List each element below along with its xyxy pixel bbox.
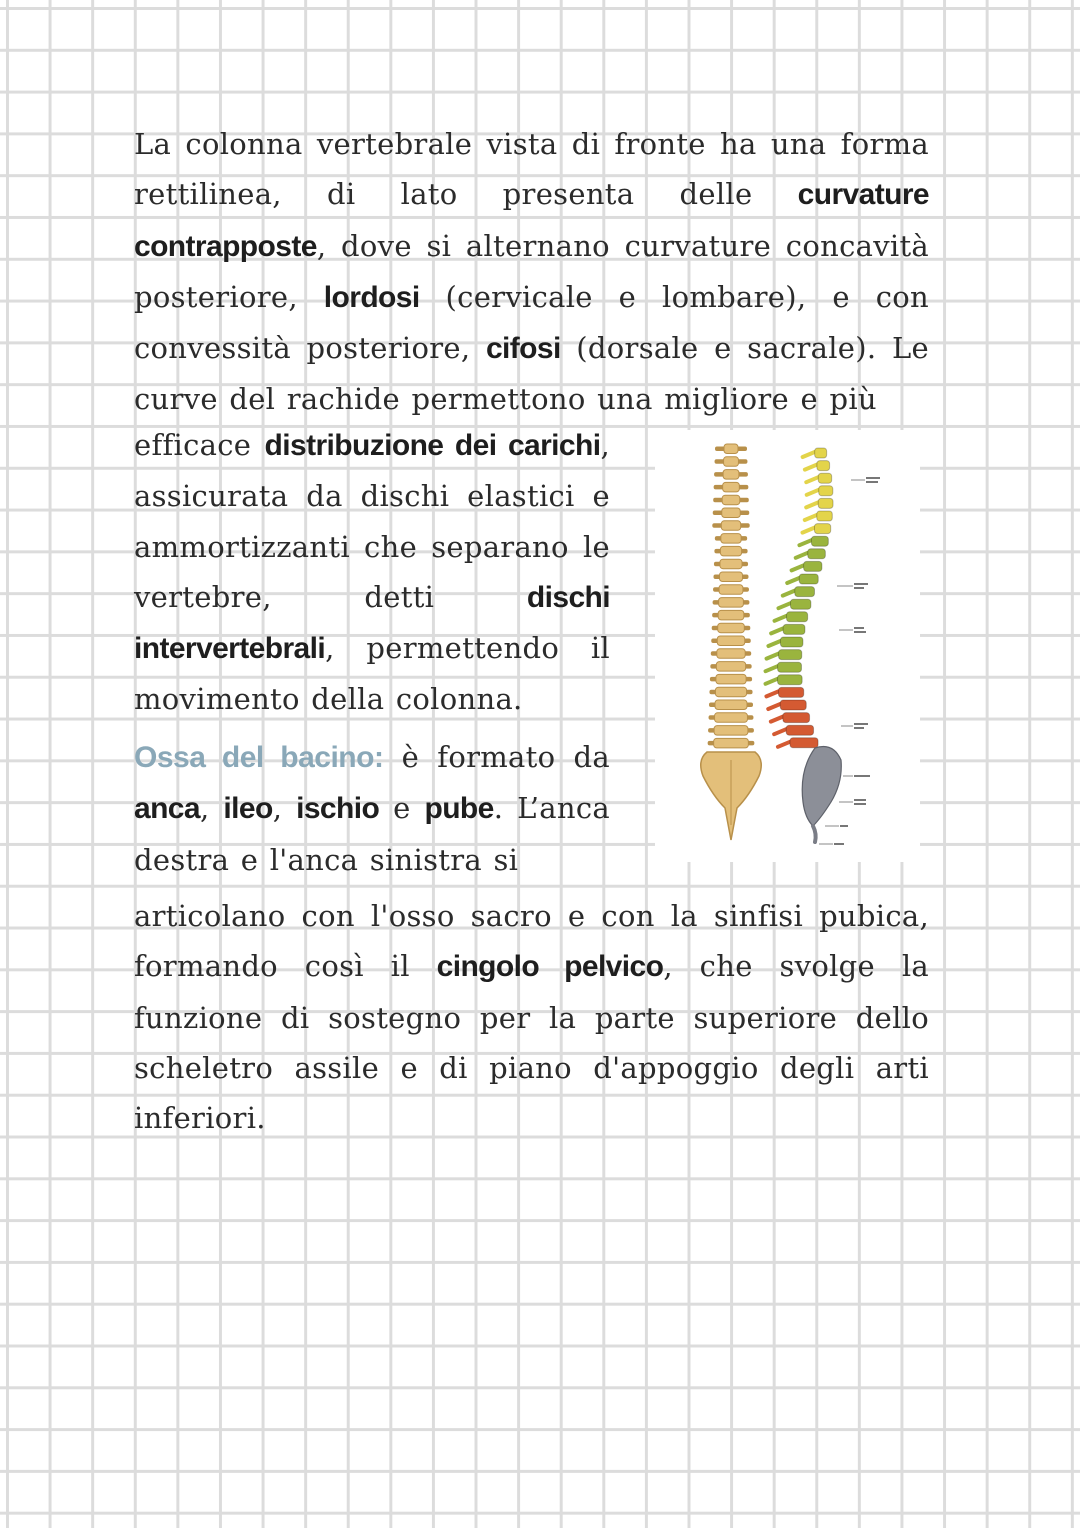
text-run: La colonna vertebrale vista di fronte ha una forma rettilinea, di lato presenta delle [134,127,929,212]
side-vertebra [806,473,831,483]
side-vertebra [766,687,803,697]
bold-term-curvature: curvature contrapposte [134,178,929,263]
sacrum-side [802,747,841,827]
front-vertebra [714,559,748,569]
front-vertebra [713,495,749,505]
text-run: , permettendo il movimento della colonna. [134,631,610,717]
front-vertebra [714,470,748,480]
front-vertebra [714,546,747,556]
front-vertebra [708,738,755,748]
side-vertebra [792,561,822,571]
front-vertebra [715,534,747,544]
text-run: (cervicale e lombare), e con convessità posteriore, [134,279,929,366]
front-vertebra [711,636,751,646]
front-vertebra [715,444,747,454]
front-vertebra [709,700,753,710]
bold-term-ileo: ileo [223,792,273,826]
text-run: , [272,791,297,826]
text-run: , [199,791,224,826]
front-vertebra [709,713,754,723]
side-vertebra [766,675,803,685]
side-vertebra [775,612,808,622]
front-vertebra [708,726,754,736]
text-run: (dorsale e sacrale). Le curve del rachide permettono una migliore e più [134,331,929,417]
side-vertebra [771,713,810,723]
paragraph-spinal-column [134,119,929,425]
side-vertebra [803,524,831,534]
side-vertebra [783,587,815,597]
bold-term-pube: pube [424,792,494,826]
side-vertebra [799,536,828,546]
text-run: , assicurata da dischi elastici e ammortizzanti che separano le vertebre, detti [134,428,610,614]
side-vertebra [806,498,833,508]
front-vertebra [712,610,750,620]
front-vertebra [715,457,748,467]
front-vertebra [713,508,750,518]
bold-term-anca: anca [134,792,200,826]
text-run: articolano con l'osso sacro e con la sinfisi pubica, formando così il [134,899,929,984]
text-run: è formato da [383,740,610,774]
front-vertebra [712,521,749,531]
side-vertebra [766,662,802,672]
text-run: efficace [134,428,265,462]
side-vertebra [807,486,833,496]
text-run: , dove si alternano curvature concavità posteriore, [134,228,929,314]
side-vertebra [796,549,826,559]
front-vertebra [713,585,749,595]
side-vertebra [805,511,833,521]
paragraph-pelvis [134,732,610,885]
front-vertebra [714,482,749,492]
text-run: , che svolge la funzione di sostegno per la parte superiore dello scheletro assile e di piano d'appoggio degli arti inferiori. [134,949,929,1136]
front-vertebra [709,687,752,697]
spine-illustration [655,430,920,862]
paragraph-load-distribution [134,420,610,725]
side-vertebra [803,448,827,458]
text-run: e [379,791,425,826]
side-vertebra [778,599,810,609]
front-vertebra [710,674,752,684]
bold-term-cingolo-pelvico: cingolo pelvico [436,950,664,984]
side-vertebra [805,461,830,471]
bold-term-lordosi: lordosi [323,280,420,314]
side-vertebra [768,637,803,647]
text-run: . L’anca destra e l'anca sinistra si [134,791,610,877]
bold-term-distribuzione: distribuzione dei carichi [264,429,601,462]
side-vertebra [774,725,813,735]
bold-term-dischi: dischi intervertebrali [134,580,610,666]
section-heading-ossa-bacino: Ossa del bacino: [134,741,384,774]
side-vertebrae [766,448,833,748]
side-vertebra [787,574,818,584]
paragraph-pelvic-girdle [134,891,929,1143]
side-vertebra [778,738,818,748]
label-marks [834,477,880,845]
spine-front-view [701,444,762,840]
front-vertebrae [708,444,755,748]
bold-term-ischio: ischio [296,792,380,826]
spine-side-view [766,448,880,845]
coccyx-side [813,826,816,842]
side-vertebra [767,650,802,660]
front-vertebra [713,598,750,608]
front-vertebra [710,662,751,672]
side-vertebra [768,700,806,710]
side-vertebra [771,624,805,634]
front-vertebra [712,623,751,633]
spine-illustration-svg [655,430,920,862]
bold-term-cifosi: cifosi [485,332,561,366]
front-vertebra [711,649,751,659]
front-vertebra [714,572,749,582]
